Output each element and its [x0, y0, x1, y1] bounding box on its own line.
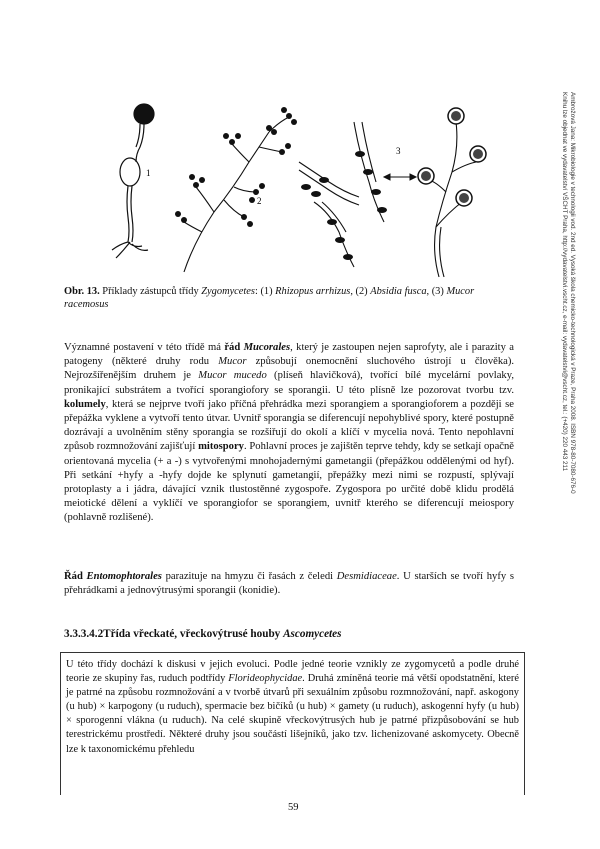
caption-separator-2: , (3)	[426, 286, 447, 297]
para1-italic-2: Mucor mucedo	[198, 370, 267, 382]
page-number: 59	[288, 802, 299, 813]
para2-text-1: parazituje na hmyzu či řasách z čeledi	[161, 571, 337, 582]
rhizopus-drawing	[112, 104, 154, 258]
para2-text-2: . U starších se tvoří hyfy s přehrádkami a jednovýtrusými sporangii (konidie).	[64, 571, 514, 597]
para1-text-6: . Pohlavní proces je zajištěn teprve tehdy, kdy se setkají opačně orientovaná mycelia (+ a -) s vytvořenými mnohojadernými gametangii (přepážkou oddělenými od hyf). Při setkání +hyfy a -hyfy dojde ke splynutí gametangií, přepážky mezi nimi se rozpustí, splývají protoplasty a i jádra, dávající vznik tlustostěnné zygospoře. Zygospora po určité době klidu prodělá meiotické dělení a vyklíčí ve sporangiofor se sporangiem, uvnitř kterého se diferencují meiospory (pohlavně rozlišené).	[64, 441, 514, 524]
para1-text-4: (plíseň hlavičková), tvořící bílé mycelární povlaky, pronikající substrátem a tvořící sporangiofory se sporangii. U této plísně lze pozorovat tvorbu tzv.	[64, 370, 514, 396]
para1-italic-1: Mucor	[218, 356, 247, 368]
figure-label-3: 3	[396, 146, 401, 156]
para1-text-5: , která se nejprve tvoří jako příčná přehrádka mezi sporangiem a sporangioforem a později se přepážka vyklene a vytvoří tento útvar. Uvnitř sporangia se diferencují nepohyblivé spory, které postupně dozrávají a uvolněním stěny sporangia se rozšiřují do okolí a klíčí v mycelia nová. Tento nepohlavní způsob rozmnožování zajišťují	[64, 398, 514, 453]
heading-italic: Ascomycetes	[283, 628, 342, 640]
paragraph-mucorales	[64, 341, 514, 526]
caption-text-prefix: Příklady zástupců třídy	[99, 286, 202, 297]
caption-species-2: Absidia fusca	[370, 286, 427, 297]
figure-label-1: 1	[146, 168, 151, 178]
caption-class-name: Zygomycetes	[201, 286, 255, 297]
boxed-text-2: . Druhá zmíněná teorie má větší opodstatnění, které je patrné na způsobu rozmnožování a v tvorbě útvarů při sexuálním způsobu rozmnožování, např. askogony (u hub) × karpogony (u ruduch), spermacie bez bičíků (u hub) × gamety (u ruduch), askogenní hyfy (u hub) × sporogenní vlákna (u ruduch). Na celé skupině vřeckovýtrusých hub je patrné přizpůsobování se hub terestrickému prostředí. Některé druhy jsou součástí lišejníků, jako tzv. lichenizované askomycety. Obecně lze k taxonomickému přehledu	[66, 673, 519, 755]
para1-text-1: Významné postavení v této třídě má	[64, 342, 225, 353]
caption-species-1: Rhizopus arrhizus	[275, 286, 351, 297]
para1-bold-italic-1: Mucorales	[243, 342, 291, 353]
boxed-text-frame	[60, 652, 525, 795]
para1-bold-3: mitospory	[198, 441, 244, 453]
caption-label: Obr. 13.	[64, 286, 100, 297]
para2-bold-italic-1: Entomophtorales	[86, 571, 162, 582]
para1-text-2: , který je zastoupen nejen saprofyty, ale i parazity a patogeny (některé druhy rodu	[64, 342, 514, 368]
side-note-line-1: Ambrožová Jana: Mikrobiologie v technologii vod. 2nd ed. Vysoká škola chemicko-technologická v Praze, Praha 2008. ISBN 978-80-7080-676-0	[569, 92, 576, 494]
paragraph-entomophtorales	[64, 570, 514, 598]
para1-text-3: způsobují onemocnění sluchového ústrojí u člověka). Nejrozšířenějším druhem je	[64, 356, 514, 382]
caption-separator-1: , (2)	[350, 286, 371, 297]
absidia-sporangia	[175, 107, 297, 227]
section-heading	[64, 628, 341, 640]
caption-text-suffix: : (1)	[254, 286, 276, 297]
para1-bold-2: kolumely	[64, 398, 106, 410]
zygomycetes-illustration	[84, 92, 492, 282]
boxed-text-1: U této třídy dochází k diskusi v jejich evoluci. Podle jedné teorie vznikly ze zygomycetů a podle druhé teorie ze skupiny řas, ruduch podtřídy	[66, 659, 519, 685]
figure-zygomycetes	[84, 92, 492, 282]
side-copyright-note	[560, 92, 576, 612]
figure-label-2: 2	[257, 196, 262, 206]
para2-bold-1: Řád	[64, 571, 87, 582]
absidia-drawing	[184, 117, 289, 272]
caption-species-3: Mucor racemosus	[64, 286, 475, 310]
paragraph-ascomycetes	[66, 658, 519, 757]
para1-bold-1: řád	[224, 342, 244, 353]
heading-text: 3.3.3.4.2Třída vřeckaté, vřeckovýtrusé houby	[64, 628, 284, 640]
zygospore-cells	[301, 151, 387, 260]
figure-caption	[64, 285, 514, 311]
side-note-line-2: Knihu lze objednat ve vydavatelství VŠCHT Praha, http://vydavatelstvi.vscht.cz, e-mail: vydavatelstvi@vscht.cz, tel.: (+420) 220 443 211	[561, 92, 568, 472]
para2-italic-1: Desmidiaceae	[336, 571, 397, 582]
double-arrow-icon	[384, 174, 416, 180]
boxed-italic-1: Florideophycidae	[228, 673, 303, 685]
